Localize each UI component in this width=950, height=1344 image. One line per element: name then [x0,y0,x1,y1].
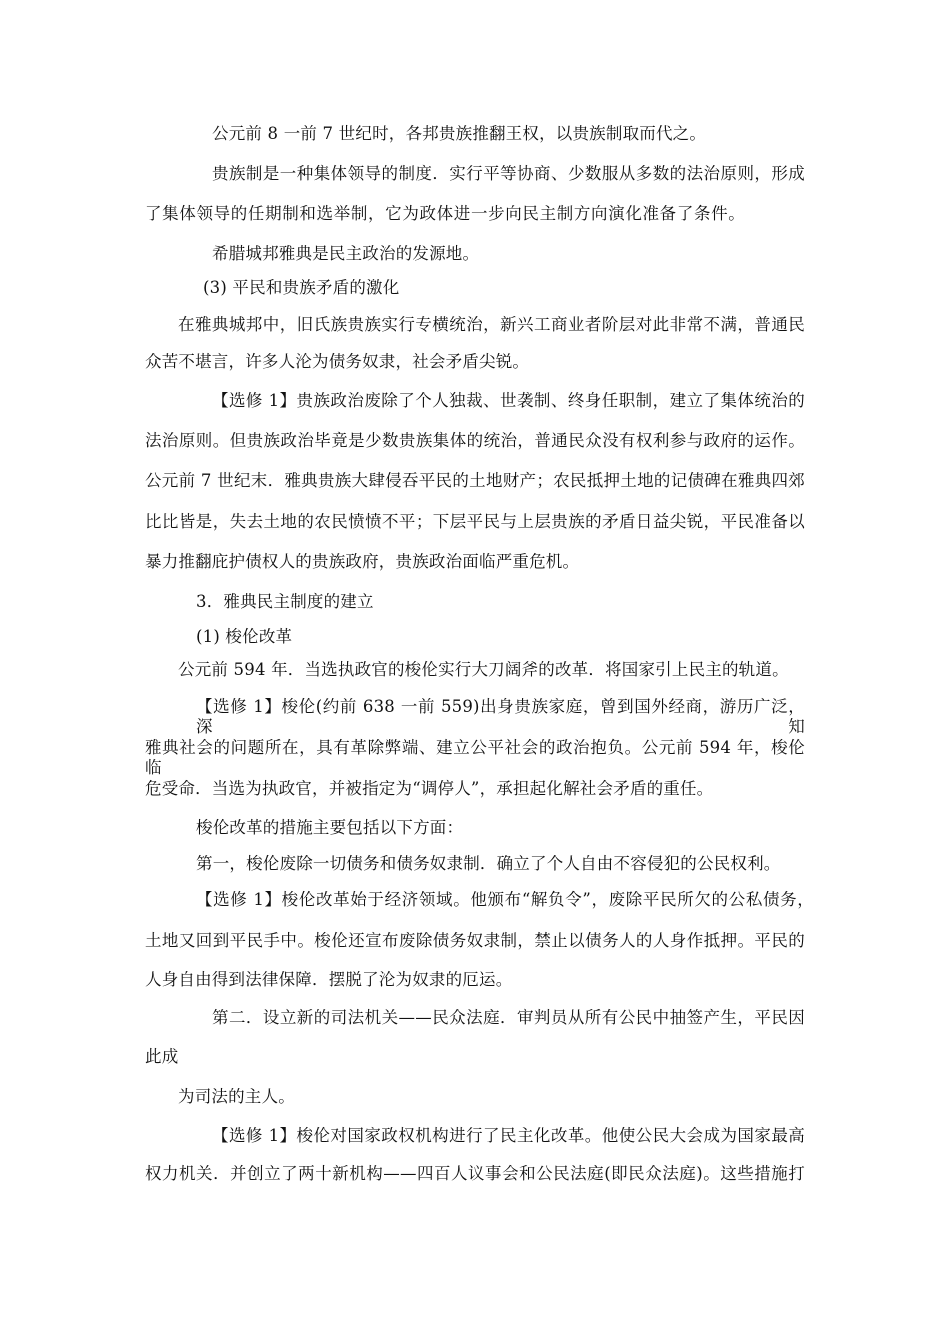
text-line: 在雅典城邦中，旧氏族贵族实行专横统治，新兴工商业者阶层对此非常不满，普通民 [178,315,805,334]
text-line: 权力机关．并创立了两十新机构——四百人议事会和公民法庭(即民众法庭)。这些措施打 [145,1164,805,1183]
text-line: 危受命．当选为执政官，并被指定为“调停人”，承担起化解社会矛盾的重任。 [145,779,714,798]
text-line: 梭伦改革的措施主要包括以下方面： [196,818,464,837]
text-line: 【选修 1】梭伦对国家政权机构进行了民主化改革。他使公民大会成为国家最高 [212,1126,805,1145]
text-line: 比比皆是，失去土地的农民愤愤不平；下层平民与上层贵族的矛盾日益尖锐，平民准备以 [145,512,805,531]
text-line: 第二．设立新的司法机关——民众法庭．审判员从所有公民中抽签产生，平民因 [212,1008,805,1027]
text-line: 人身自由得到法律保障．摆脱了沦为奴隶的厄运。 [145,970,513,989]
text-line: 贵族制是一种集体领导的制度．实行平等协商、少数服从多数的法治原则，形成 [212,164,805,183]
text-line: 众苦不堪言，许多人沦为债务奴隶，社会矛盾尖锐。 [145,352,530,371]
text-line: 了集体领导的任期制和选举制，它为政体进一步向民主制方向演化准备了条件。 [145,204,745,223]
text-line: 公元前 8 一前 7 世纪时，各邦贵族推翻王权，以贵族制取而代之。 [212,124,707,143]
text-line: 【选修 1】贵族政治废除了个人独裁、世袭制、终身任职制，建立了集体统治的 [212,391,805,410]
text-line: 此成 [145,1047,179,1066]
text-line: 为司法的主人。 [178,1087,295,1106]
text-line: 暴力推翻庇护债权人的贵族政府，贵族政治面临严重危机。 [145,552,580,571]
section-heading: (1) 梭伦改革 [196,627,293,646]
text-line: 【选修 1】梭伦改革始于经济领域。他颁布“解负令”，废除平民所欠的公私债务， [196,890,814,909]
text-line: 第一，梭伦废除一切债务和债务奴隶制．确立了个人自由不容侵犯的公民权利。 [196,854,781,873]
text-line: 公元前 594 年．当选执政官的梭伦实行大刀阔斧的改革．将国家引上民主的轨道。 [178,660,789,679]
text-line: 【选修 1】梭伦(约前 638 一前 559)出身贵族家庭，曾到国外经商，游历广泛，深知 [196,697,805,736]
text-line: 土地又回到平民手中。梭伦还宣布废除债务奴隶制，禁止以债务人的人身作抵押。平民的 [145,931,805,950]
text-line: 公元前 7 世纪末．雅典贵族大肆侵吞平民的土地财产；农民抵押土地的记债碑在雅典四郊 [145,471,805,490]
section-heading: (3) 平民和贵族矛盾的激化 [203,278,400,297]
text-line: 希腊城邦雅典是民主政治的发源地。 [212,244,480,263]
text-line: 雅典社会的问题所在，具有革除弊端、建立公平社会的政治抱负。公元前 594 年，梭伦临 [145,738,805,777]
text-line: 法治原则。但贵族政治毕竟是少数贵族集体的统治，普通民众没有权利参与政府的运作。 [145,431,805,450]
section-heading: 3．雅典民主制度的建立 [196,592,374,611]
